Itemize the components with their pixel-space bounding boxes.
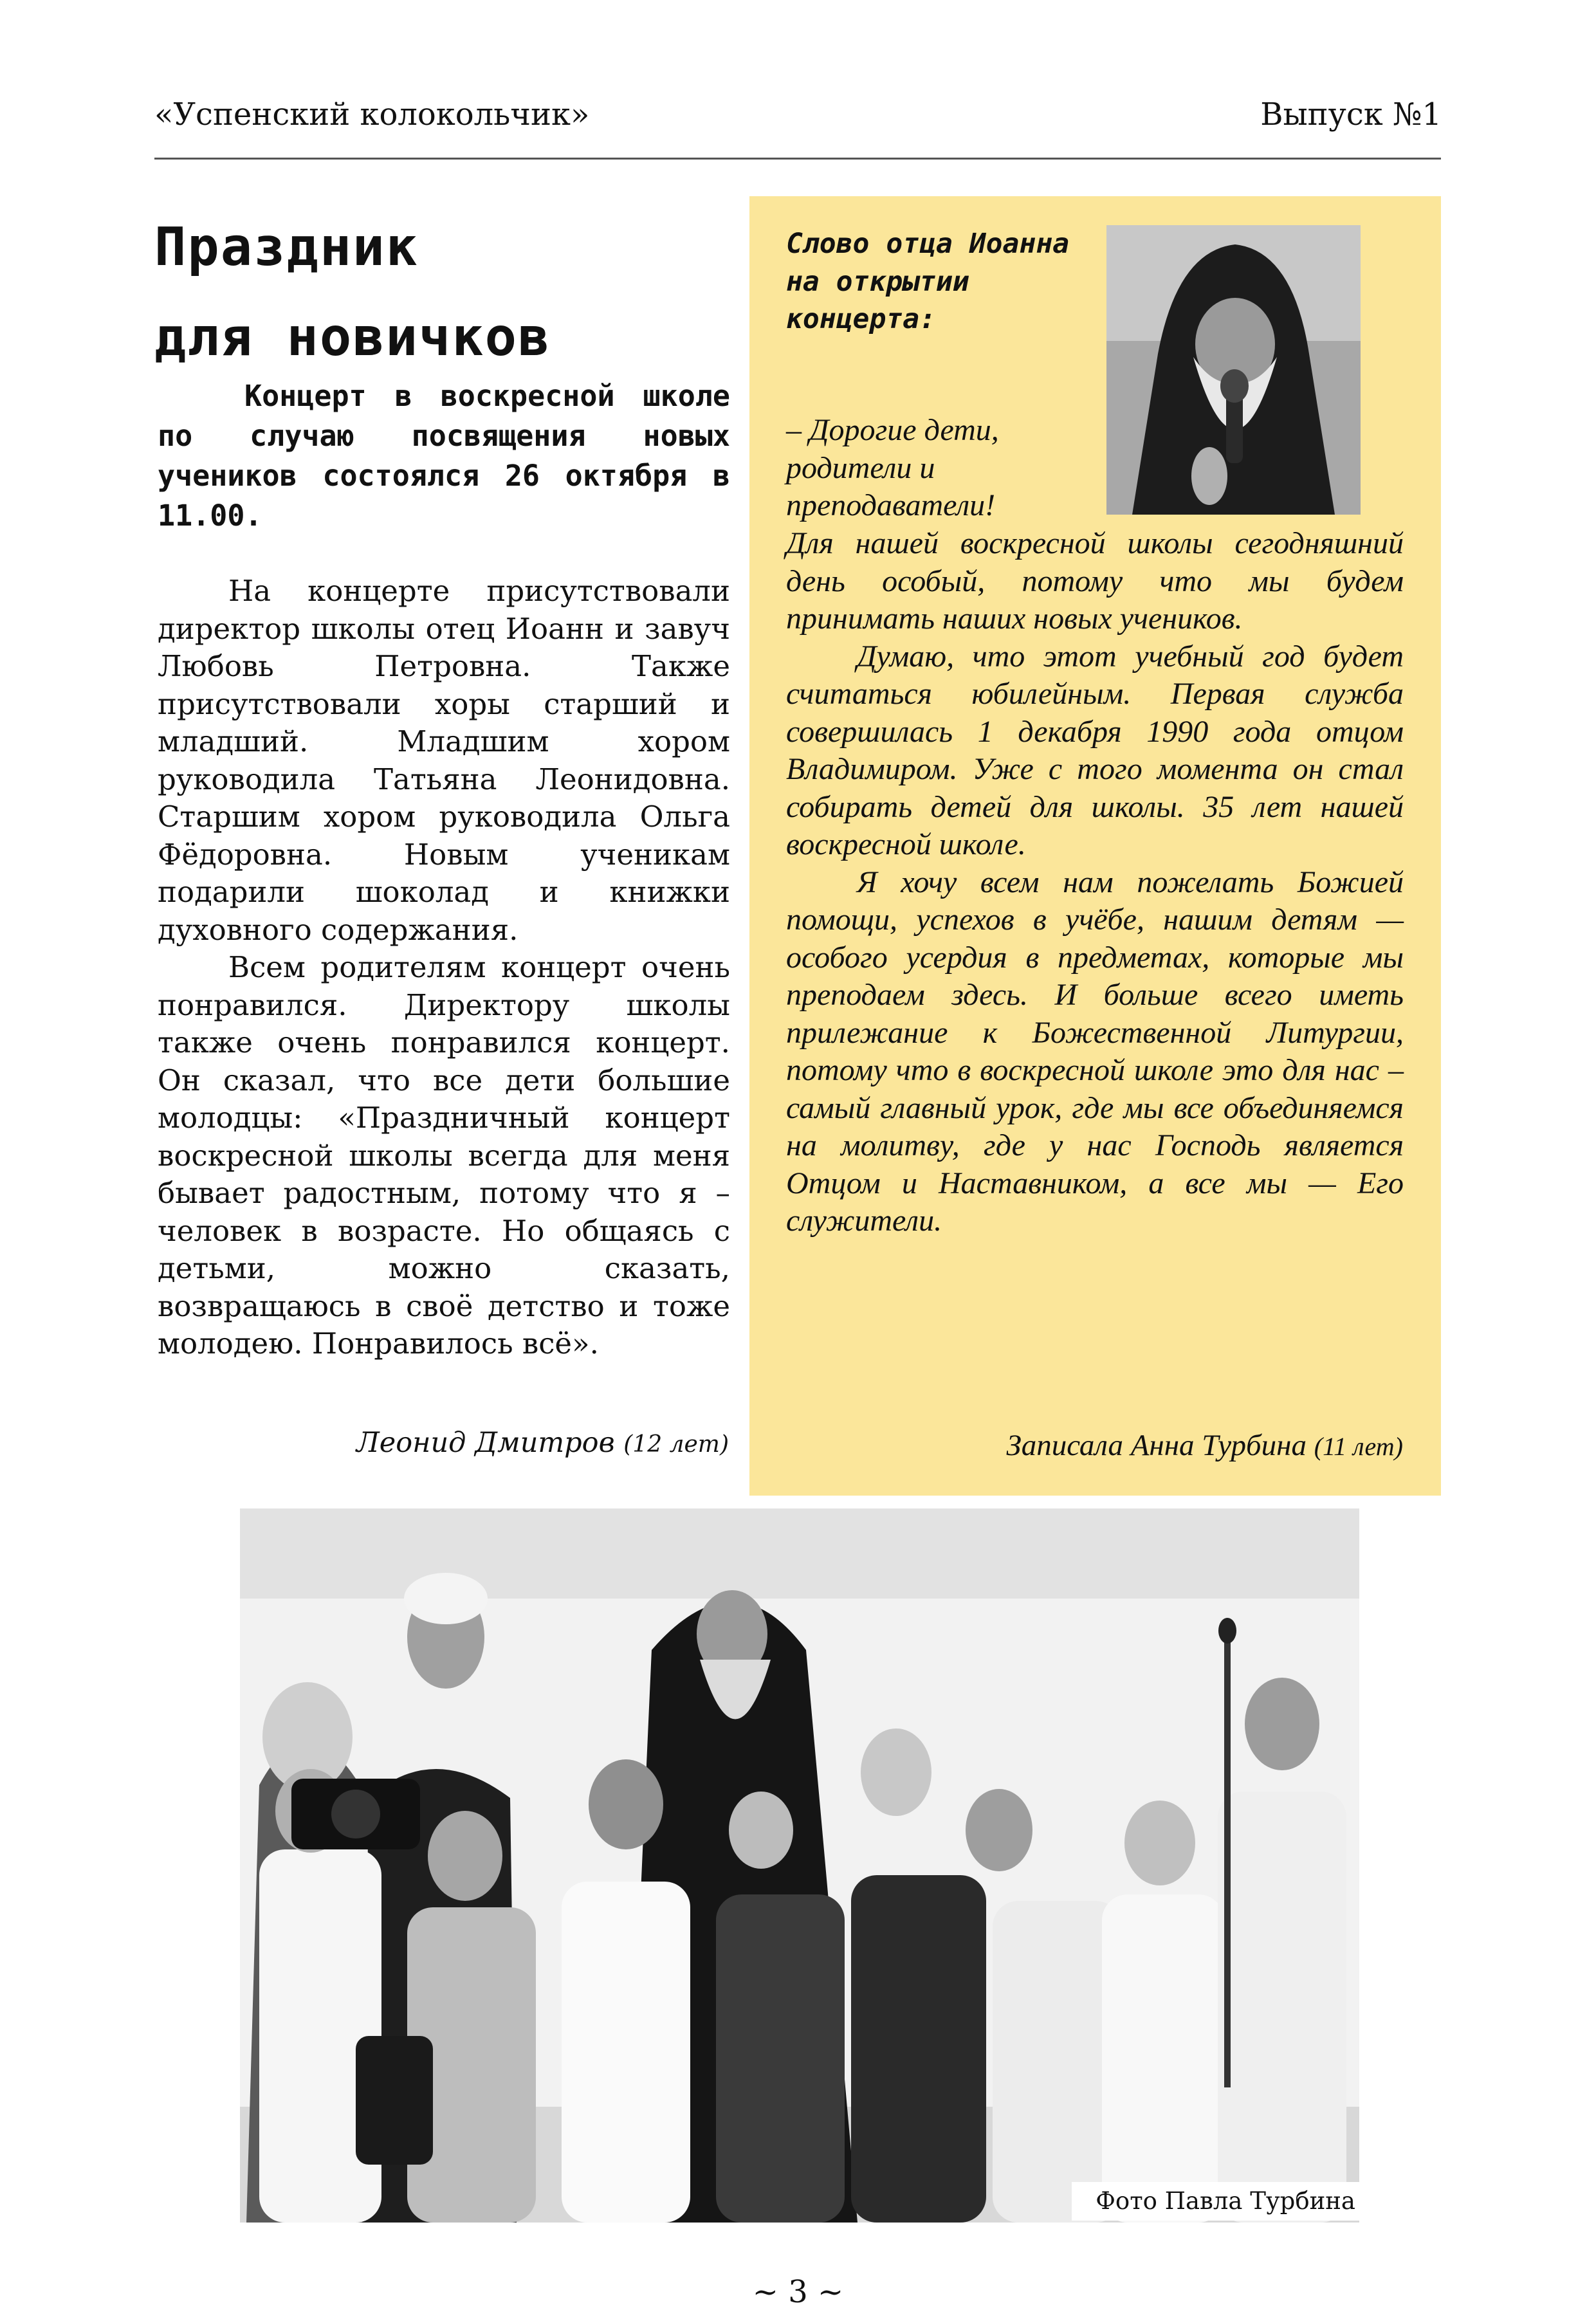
quote-heading: Слово отца Иоанна на открытии концерта:: [786, 228, 1070, 335]
quote-paragraph: Я хочу всем нам пожелать Божией помощи, успехов в учёбе, нашим детям — особого усердия в предметах, которые мы преподаем здесь. И больше всего иметь прилежание к Божественной Литургии, потому что в воскресной школе это для нас – самый главный урок, где мы все объединяемся на молитву, где у нас Господь является Отцом и Наставником, а все мы — Его служители.: [786, 865, 1404, 1238]
recorder-name: Записала Анна Турбина: [1006, 1429, 1307, 1462]
quote-paragraph: Думаю, что этот учебный год будет считаться юбилейным. Первая служба совершилась 1 декабря 1990 года отцом Владимиром. Уже с того момента он стал собирать детей для школы. 35 лет нашей воскресной школе.: [786, 639, 1404, 861]
recorder-age: (11 лет): [1314, 1432, 1403, 1461]
article-title: [154, 203, 733, 383]
group-photo: [240, 1508, 1359, 2223]
quote-greeting: – Дорогие дети, родители и преподаватели!: [786, 413, 999, 522]
quote-text: [786, 525, 1404, 1240]
article-signature: [356, 1427, 729, 1459]
issue-number: Выпуск №1: [1260, 96, 1442, 133]
author-name: Леонид Дмитров: [356, 1427, 615, 1459]
portrait-photo: [1106, 225, 1361, 515]
author-age: (12 лет): [623, 1431, 729, 1458]
article-title-line-2: для новичков: [154, 307, 551, 368]
quote-paragraph: Для нашей воскресной школы сегодняшний день особый, потому что мы будем принимать наших новых учеников.: [786, 526, 1404, 636]
article-paragraph: На концерте присутствовали директор школы отец Иоанн и завуч Любовь Петровна. Также присутствовали хоры старший и младший. Младшим хором руководила Татьяна Леонидовна. Старшим хором руководила Ольга Фёдоровна. Новым ученикам подарили шоколад и книжки духовного содержания.: [158, 574, 730, 947]
article-body: [158, 573, 730, 1363]
quote-signature: [1006, 1428, 1403, 1463]
article-title-line-1: Праздник: [154, 217, 419, 278]
photo-credit: Фото Павла Турбина: [1072, 2182, 1359, 2221]
newspaper-name: «Успенский колокольчик»: [154, 96, 590, 133]
page-number: ~ 3 ~: [752, 2274, 844, 2310]
article-paragraph: Всем родителям концерт очень понравился. Директору школы также очень понравился концерт. Он сказал, что все дети большие молодцы: «Праздничный концерт воскресной школы всегда для меня бывает радостным, потому что я – человек в возрасте. Но общаясь с детьми, можно сказать, возвращаюсь в своё детство и тоже молодею. Понравилось всё».: [158, 950, 730, 1361]
header-divider: [154, 158, 1441, 160]
article-lead: Концерт в воскресной школе по случаю посвящения новых учеников состоялся 26 октября в 11.00.: [158, 379, 730, 533]
